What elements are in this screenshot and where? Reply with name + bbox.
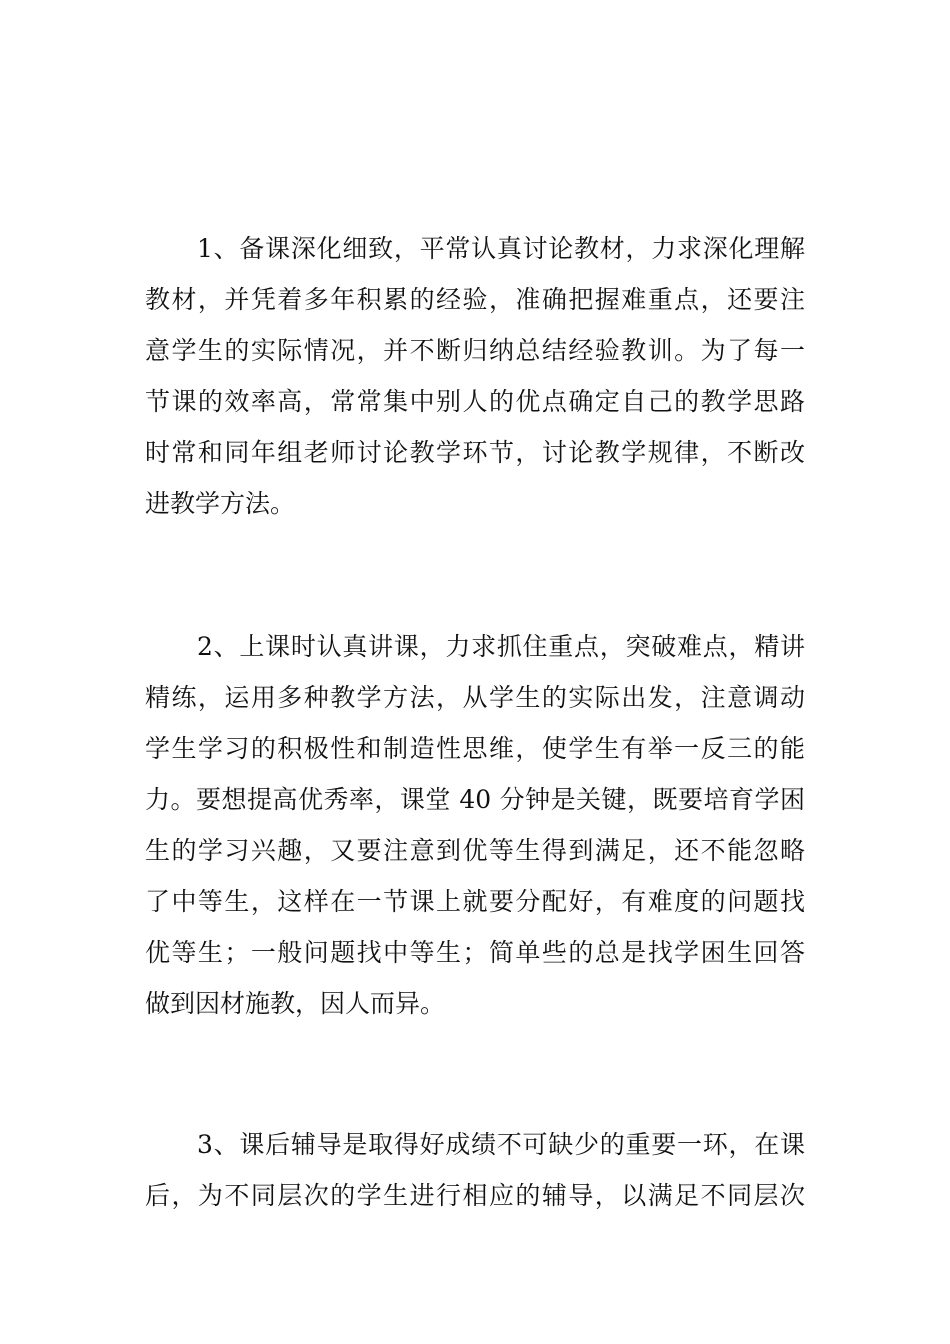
paragraph-line: 了中等生，这样在一节课上就要分配好，有难度的问题找 bbox=[145, 887, 805, 916]
paragraph-line: 做到因材施教，因人而异。 bbox=[145, 989, 446, 1018]
paragraph-2 bbox=[145, 621, 805, 1029]
paragraph-line: 学生学习的积极性和制造性思维，使学生有举一反三的能 bbox=[145, 734, 805, 763]
paragraph-line: 精练，运用多种教学方法，从学生的实际出发，注意调动 bbox=[145, 683, 805, 712]
paragraph-line: 力。要想提高优秀率，课堂 40 分钟是关键，既要培育学困 bbox=[145, 785, 805, 814]
paragraph-line: 1、备课深化细致，平常认真讨论教材，力求深化理解 bbox=[197, 234, 805, 263]
paragraph-line: 进教学方法。 bbox=[145, 489, 296, 518]
paragraph-line: 时常和同年组老师讨论教学环节，讨论教学规律，不断改 bbox=[145, 438, 805, 467]
paragraph-line: 后，为不同层次的学生进行相应的辅导，以满足不同层次 bbox=[145, 1181, 805, 1210]
paragraph-line: 节课的效率高，常常集中别人的优点确定自己的教学思路 bbox=[145, 387, 805, 416]
paragraph-1 bbox=[145, 223, 805, 529]
paragraph-line: 优等生；一般问题找中等生；简单些的总是找学困生回答 bbox=[145, 938, 805, 967]
paragraph-line: 生的学习兴趣，又要注意到优等生得到满足，还不能忽略 bbox=[145, 836, 805, 865]
paragraph-line: 2、上课时认真讲课，力求抓住重点，突破难点，精讲 bbox=[197, 632, 805, 661]
paragraph-line: 意学生的实际情况，并不断归纳总结经验教训。为了每一 bbox=[145, 336, 805, 365]
paragraph-line: 教材，并凭着多年积累的经验，准确把握难重点，还要注 bbox=[145, 285, 805, 314]
paragraph-line: 3、课后辅导是取得好成绩不可缺少的重要一环，在课 bbox=[197, 1130, 805, 1159]
paragraph-3 bbox=[145, 1119, 805, 1221]
